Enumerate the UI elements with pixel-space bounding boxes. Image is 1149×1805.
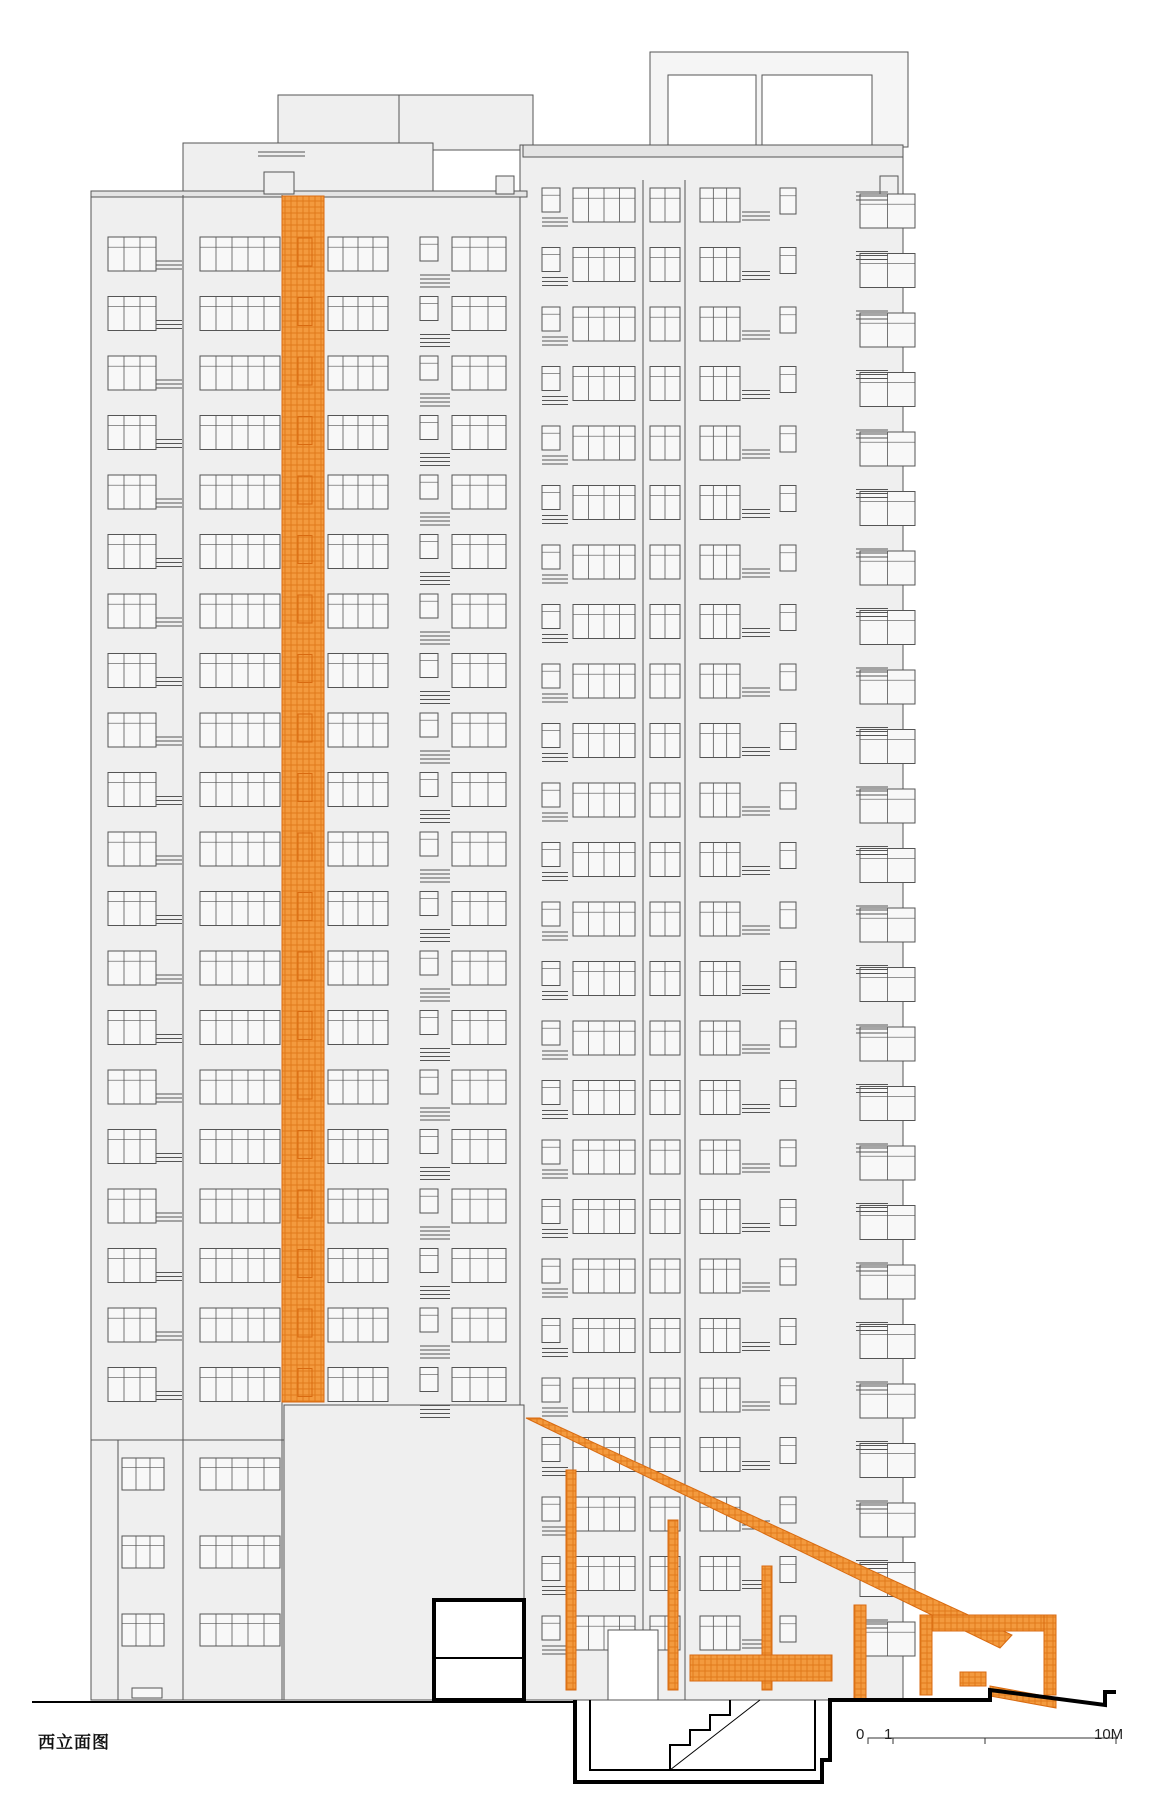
window-i-floor-7: [700, 545, 740, 579]
window-j-floor-2: [780, 248, 796, 274]
window-i-floor-9: [700, 664, 740, 698]
window-i-floor-10: [700, 724, 740, 758]
window-a-floor-12: [108, 892, 156, 926]
window-f-floor-23: [542, 1497, 560, 1521]
window-j-floor-6: [780, 486, 796, 512]
window-b-floor-9: [200, 713, 280, 747]
window-d-floor-8: [420, 654, 438, 678]
window-f-floor-7: [542, 545, 560, 569]
window-j-floor-3: [780, 307, 796, 333]
window-e-floor-17: [452, 1189, 506, 1223]
orange-column-far: [854, 1605, 866, 1700]
window-e-floor-1: [452, 237, 506, 271]
window-a-floor-2: [108, 297, 156, 331]
window-a-floor-9: [108, 713, 156, 747]
window-j-floor-12: [780, 843, 796, 869]
window-i-floor-24: [700, 1557, 740, 1591]
window-b-floor-8: [200, 654, 280, 688]
window-f-floor-22: [542, 1438, 560, 1462]
window-j-floor-18: [780, 1200, 796, 1226]
window-f-floor-17: [542, 1140, 560, 1164]
roof-vent: [496, 176, 514, 194]
window-b-floor-10: [200, 773, 280, 807]
window-i-floor-21: [700, 1378, 740, 1412]
podium-window-b-floor-3: [200, 1614, 280, 1646]
window-b-floor-6: [200, 535, 280, 569]
window-b-floor-18: [200, 1249, 280, 1283]
window-j-floor-17: [780, 1140, 796, 1166]
window-a-floor-4: [108, 416, 156, 450]
window-d-floor-3: [420, 356, 438, 380]
window-j-floor-14: [780, 962, 796, 988]
window-i-floor-14: [700, 962, 740, 996]
window-a-floor-6: [108, 535, 156, 569]
window-a-floor-10: [108, 773, 156, 807]
orange-canopy-column-1: [566, 1470, 576, 1690]
window-d-floor-15: [420, 1070, 438, 1094]
window-a-floor-7: [108, 594, 156, 628]
podium-window-a-floor-2: [122, 1536, 164, 1568]
window-b-floor-7: [200, 594, 280, 628]
window-d-floor-6: [420, 535, 438, 559]
roof-mechanical-block-right: [399, 95, 533, 150]
window-d-floor-12: [420, 892, 438, 916]
window-e-floor-16: [452, 1130, 506, 1164]
window-d-floor-1: [420, 237, 438, 261]
window-f-floor-25: [542, 1616, 560, 1640]
window-f-floor-8: [542, 605, 560, 629]
window-d-floor-17: [420, 1189, 438, 1213]
window-e-floor-19: [452, 1308, 506, 1342]
window-j-floor-5: [780, 426, 796, 452]
window-a-floor-13: [108, 951, 156, 985]
window-f-floor-5: [542, 426, 560, 450]
window-d-floor-5: [420, 475, 438, 499]
scale-bar-line: [868, 1738, 1116, 1744]
roof-stair-block: [183, 143, 433, 196]
window-a-floor-19: [108, 1308, 156, 1342]
window-i-floor-25: [700, 1616, 740, 1650]
window-j-floor-9: [780, 664, 796, 690]
window-j-floor-11: [780, 783, 796, 809]
drawing-title: 西立面图: [38, 1733, 110, 1753]
window-i-floor-4: [700, 367, 740, 401]
right-roof-opening: [668, 75, 756, 145]
scale-label-10m: 10M: [1094, 1726, 1124, 1743]
window-f-floor-24: [542, 1557, 560, 1581]
roof-door: [264, 172, 294, 194]
window-b-floor-12: [200, 892, 280, 926]
orange-vertical-screen: [282, 196, 324, 1402]
window-f-floor-20: [542, 1319, 560, 1343]
window-f-floor-3: [542, 307, 560, 331]
window-e-floor-9: [452, 713, 506, 747]
orange-bench: [690, 1655, 832, 1681]
orange-canopy-column-2: [668, 1520, 678, 1690]
orange-planter: [960, 1672, 986, 1686]
podium-window-a-floor-3: [122, 1614, 164, 1646]
window-e-floor-3: [452, 356, 506, 390]
basement-inner: [590, 1700, 815, 1770]
window-i-floor-8: [700, 605, 740, 639]
window-f-floor-1: [542, 188, 560, 212]
window-i-floor-17: [700, 1140, 740, 1174]
window-j-floor-8: [780, 605, 796, 631]
window-i-floor-16: [700, 1081, 740, 1115]
orange-pergola-post-1: [920, 1615, 932, 1695]
window-b-floor-14: [200, 1011, 280, 1045]
window-a-floor-11: [108, 832, 156, 866]
window-f-floor-10: [542, 724, 560, 748]
window-j-floor-25: [780, 1616, 796, 1642]
window-j-floor-23: [780, 1497, 796, 1523]
entrance-opening: [434, 1600, 524, 1700]
stair-diagonal: [670, 1700, 760, 1770]
window-b-floor-13: [200, 951, 280, 985]
window-a-floor-14: [108, 1011, 156, 1045]
window-f-floor-15: [542, 1021, 560, 1045]
window-a-floor-18: [108, 1249, 156, 1283]
window-d-floor-2: [420, 297, 438, 321]
window-i-floor-18: [700, 1200, 740, 1234]
window-a-floor-3: [108, 356, 156, 390]
window-i-floor-12: [700, 843, 740, 877]
window-e-floor-4: [452, 416, 506, 450]
window-i-floor-20: [700, 1319, 740, 1353]
window-f-floor-19: [542, 1259, 560, 1283]
glass-entry: [608, 1630, 658, 1700]
window-b-floor-19: [200, 1308, 280, 1342]
podium-window-b-floor-1: [200, 1458, 280, 1490]
window-j-floor-4: [780, 367, 796, 393]
window-e-floor-20: [452, 1368, 506, 1402]
window-d-floor-19: [420, 1308, 438, 1332]
window-f-floor-6: [542, 486, 560, 510]
window-d-floor-18: [420, 1249, 438, 1273]
window-d-floor-11: [420, 832, 438, 856]
window-i-floor-19: [700, 1259, 740, 1293]
scale-label-1: 1: [884, 1726, 893, 1743]
window-e-floor-12: [452, 892, 506, 926]
window-j-floor-20: [780, 1319, 796, 1345]
window-d-floor-4: [420, 416, 438, 440]
podium-window-b-floor-2: [200, 1536, 280, 1568]
window-d-floor-16: [420, 1130, 438, 1154]
window-f-floor-11: [542, 783, 560, 807]
scale-label-0: 0: [856, 1726, 865, 1743]
window-d-floor-7: [420, 594, 438, 618]
window-f-floor-9: [542, 664, 560, 688]
window-a-floor-16: [108, 1130, 156, 1164]
window-j-floor-24: [780, 1557, 796, 1583]
window-a-floor-15: [108, 1070, 156, 1104]
window-f-floor-12: [542, 843, 560, 867]
window-f-floor-2: [542, 248, 560, 272]
window-d-floor-13: [420, 951, 438, 975]
window-d-floor-20: [420, 1368, 438, 1392]
window-b-floor-20: [200, 1368, 280, 1402]
window-e-floor-8: [452, 654, 506, 688]
window-i-floor-5: [700, 426, 740, 460]
window-b-floor-4: [200, 416, 280, 450]
window-e-floor-18: [452, 1249, 506, 1283]
window-i-floor-2: [700, 248, 740, 282]
window-j-floor-19: [780, 1259, 796, 1285]
window-j-floor-16: [780, 1081, 796, 1107]
window-f-floor-18: [542, 1200, 560, 1224]
window-e-floor-10: [452, 773, 506, 807]
window-i-floor-13: [700, 902, 740, 936]
window-a-floor-17: [108, 1189, 156, 1223]
right-roof-opening-2: [762, 75, 872, 145]
orange-pergola-beam: [920, 1615, 1056, 1631]
window-f-floor-21: [542, 1378, 560, 1402]
window-e-floor-14: [452, 1011, 506, 1045]
podium-vent: [132, 1688, 162, 1698]
window-i-floor-11: [700, 783, 740, 817]
window-i-floor-6: [700, 486, 740, 520]
orange-pergola-post-2: [1044, 1615, 1056, 1695]
window-f-floor-16: [542, 1081, 560, 1105]
window-a-floor-20: [108, 1368, 156, 1402]
window-b-floor-5: [200, 475, 280, 509]
basement-stair: [670, 1700, 730, 1770]
window-b-floor-3: [200, 356, 280, 390]
window-j-floor-15: [780, 1021, 796, 1047]
window-j-floor-13: [780, 902, 796, 928]
window-b-floor-11: [200, 832, 280, 866]
window-j-floor-10: [780, 724, 796, 750]
window-j-floor-1: [780, 188, 796, 214]
window-b-floor-2: [200, 297, 280, 331]
window-e-floor-5: [452, 475, 506, 509]
window-e-floor-15: [452, 1070, 506, 1104]
window-b-floor-15: [200, 1070, 280, 1104]
podium-window-a-floor-1: [122, 1458, 164, 1490]
window-j-floor-22: [780, 1438, 796, 1464]
window-f-floor-4: [542, 367, 560, 391]
window-e-floor-6: [452, 535, 506, 569]
window-e-floor-13: [452, 951, 506, 985]
right-tower-parapet: [523, 145, 903, 157]
window-b-floor-1: [200, 237, 280, 271]
window-a-floor-8: [108, 654, 156, 688]
window-i-floor-3: [700, 307, 740, 341]
window-f-floor-14: [542, 962, 560, 986]
window-e-floor-2: [452, 297, 506, 331]
window-i-floor-22: [700, 1438, 740, 1472]
window-a-floor-1: [108, 237, 156, 271]
window-b-floor-17: [200, 1189, 280, 1223]
window-f-floor-13: [542, 902, 560, 926]
window-e-floor-7: [452, 594, 506, 628]
window-d-floor-14: [420, 1011, 438, 1035]
window-d-floor-9: [420, 713, 438, 737]
window-b-floor-16: [200, 1130, 280, 1164]
window-j-floor-21: [780, 1378, 796, 1404]
window-e-floor-11: [452, 832, 506, 866]
window-i-floor-1: [700, 188, 740, 222]
window-i-floor-15: [700, 1021, 740, 1055]
window-a-floor-5: [108, 475, 156, 509]
window-d-floor-10: [420, 773, 438, 797]
window-j-floor-7: [780, 545, 796, 571]
